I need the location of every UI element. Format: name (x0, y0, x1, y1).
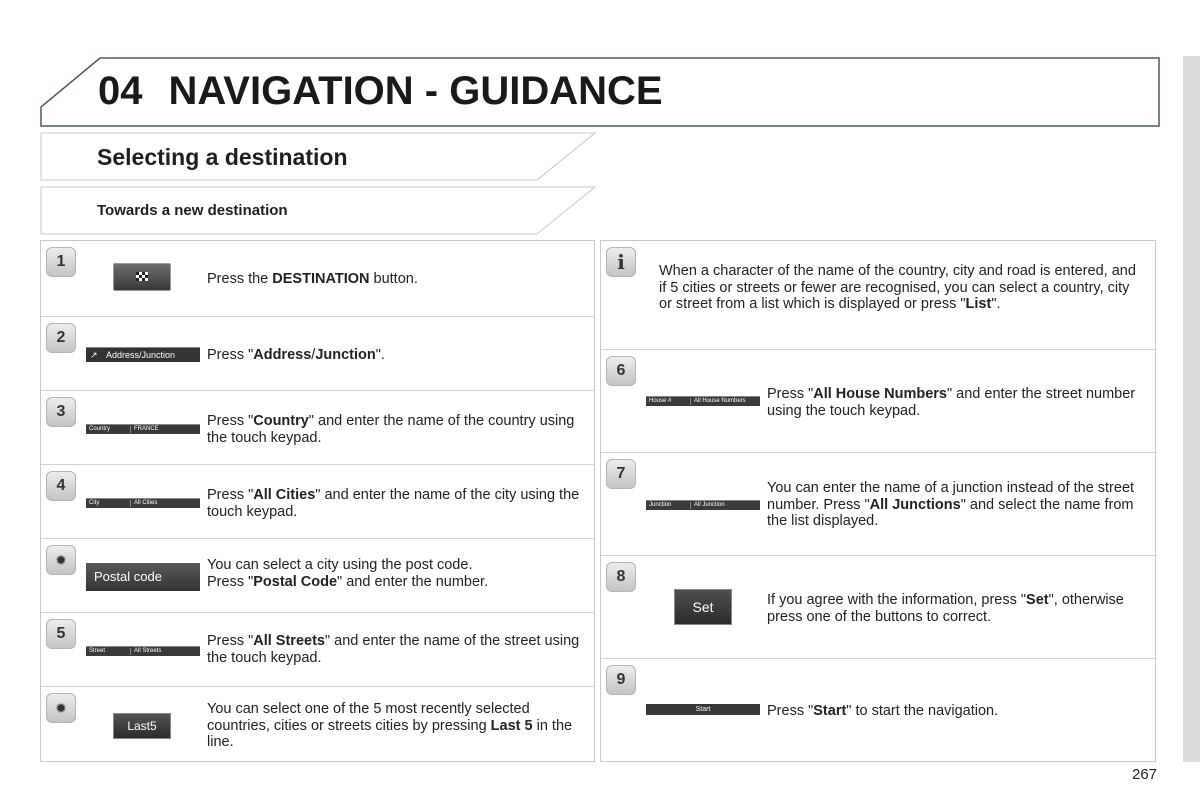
chapter-number: 04 (98, 69, 143, 113)
step-row (41, 686, 594, 763)
field-separator (130, 426, 131, 433)
lightbulb-icon: ✹ (46, 545, 76, 575)
field-label: Street (89, 648, 106, 654)
right-steps-column (600, 240, 1156, 762)
page-number: 267 (1132, 766, 1158, 783)
step-row (601, 349, 1155, 452)
house-field-button[interactable] (646, 396, 760, 406)
field-separator (690, 502, 691, 509)
last5-button[interactable]: Last5 (113, 713, 171, 739)
info-icon: i (606, 247, 636, 277)
step-row (41, 241, 594, 316)
field-value: All Streets (134, 648, 162, 654)
set-button[interactable]: Set (674, 589, 732, 625)
step-badge: 1 (46, 247, 76, 277)
step-instruction: Press "All House Numbers" and enter the street number using the touch keypad. (767, 386, 1136, 419)
checkered-flag-icon (136, 272, 148, 281)
step-badge: 4 (46, 471, 76, 501)
button-label: Address/Junction (106, 350, 176, 360)
step-instruction: You can enter the name of a junction instead of the street number. Press "All Junctions" and select the name from the list displayed. (767, 480, 1135, 529)
field-label: House # (649, 398, 672, 404)
step-row (41, 464, 594, 538)
step-row (41, 316, 594, 390)
field-value: All Junction (694, 502, 725, 508)
postal-code-button[interactable]: Postal code (86, 563, 200, 591)
step-instruction: When a character of the name of the country, city and road is entered, and if 5 cities or streets or fewer are recognised, you can select a country, city or street from a list which is displayed or press "List". (659, 263, 1136, 312)
field-label: Country (89, 426, 111, 432)
step-badge: 8 (606, 562, 636, 592)
address-junction-icon: ↗ (90, 350, 98, 360)
field-value: All House Numbers (694, 398, 746, 404)
step-badge: 7 (606, 459, 636, 489)
field-separator (130, 500, 131, 507)
cityfield-button[interactable] (86, 498, 200, 508)
field-label: City (89, 500, 100, 506)
step-badge: 9 (606, 665, 636, 695)
step-badge: 5 (46, 619, 76, 649)
chapter-title (98, 69, 663, 114)
field-value: FRANCE (134, 426, 159, 432)
step-instruction: Press "All Streets" and enter the name of the street using the touch keypad. (207, 633, 580, 666)
step-instruction: Press the DESTINATION button. (207, 271, 418, 287)
step-row (601, 658, 1155, 763)
step-row (41, 390, 594, 464)
lightbulb-icon: ✹ (46, 693, 76, 723)
step-instruction: Press "Start" to start the navigation. (767, 703, 999, 719)
step-badge: 2 (46, 323, 76, 353)
step-instruction: You can select one of the 5 most recently selected countries, cities or streets cities by pressing Last 5 in the line. (207, 701, 573, 750)
streetfield-button[interactable] (86, 646, 200, 656)
step-instruction: Press "All Cities" and enter the name of the city using the touch keypad. (207, 487, 580, 520)
chapter-header (40, 57, 1160, 127)
step-badge: 6 (606, 356, 636, 386)
field-label: Junction (649, 502, 672, 508)
countryfield-button[interactable] (86, 424, 200, 434)
step-row (601, 241, 1155, 349)
step-badge: 3 (46, 397, 76, 427)
field-separator (690, 398, 691, 405)
address-junction-button[interactable] (86, 347, 200, 362)
step-instruction: Press "Country" and enter the name of the country using the touch keypad. (207, 413, 575, 446)
left-steps-column (40, 240, 595, 762)
start-button[interactable]: Start (646, 704, 760, 715)
step-row (41, 538, 594, 612)
step-instruction: You can select a city using the post code. Press "Postal Code" and enter the number. (207, 557, 489, 590)
step-row (601, 555, 1155, 658)
side-tab-strip (1183, 56, 1200, 762)
step-instruction: Press "Address/Junction". (207, 347, 385, 363)
step-instruction: If you agree with the information, press "Set", otherwise press one of the buttons to correct. (767, 592, 1124, 625)
chapter-name: NAVIGATION - GUIDANCE (168, 69, 663, 113)
field-separator (130, 648, 131, 655)
section-heading (40, 132, 596, 181)
step-row (41, 612, 594, 686)
subsection-heading (40, 186, 596, 235)
junctionfield-button[interactable] (646, 500, 760, 510)
section-title: Selecting a destination (97, 144, 348, 170)
step-row (601, 452, 1155, 555)
field-value: All Cities (134, 500, 158, 506)
destination-button[interactable] (113, 263, 171, 291)
subsection-title: Towards a new destination (97, 202, 288, 219)
